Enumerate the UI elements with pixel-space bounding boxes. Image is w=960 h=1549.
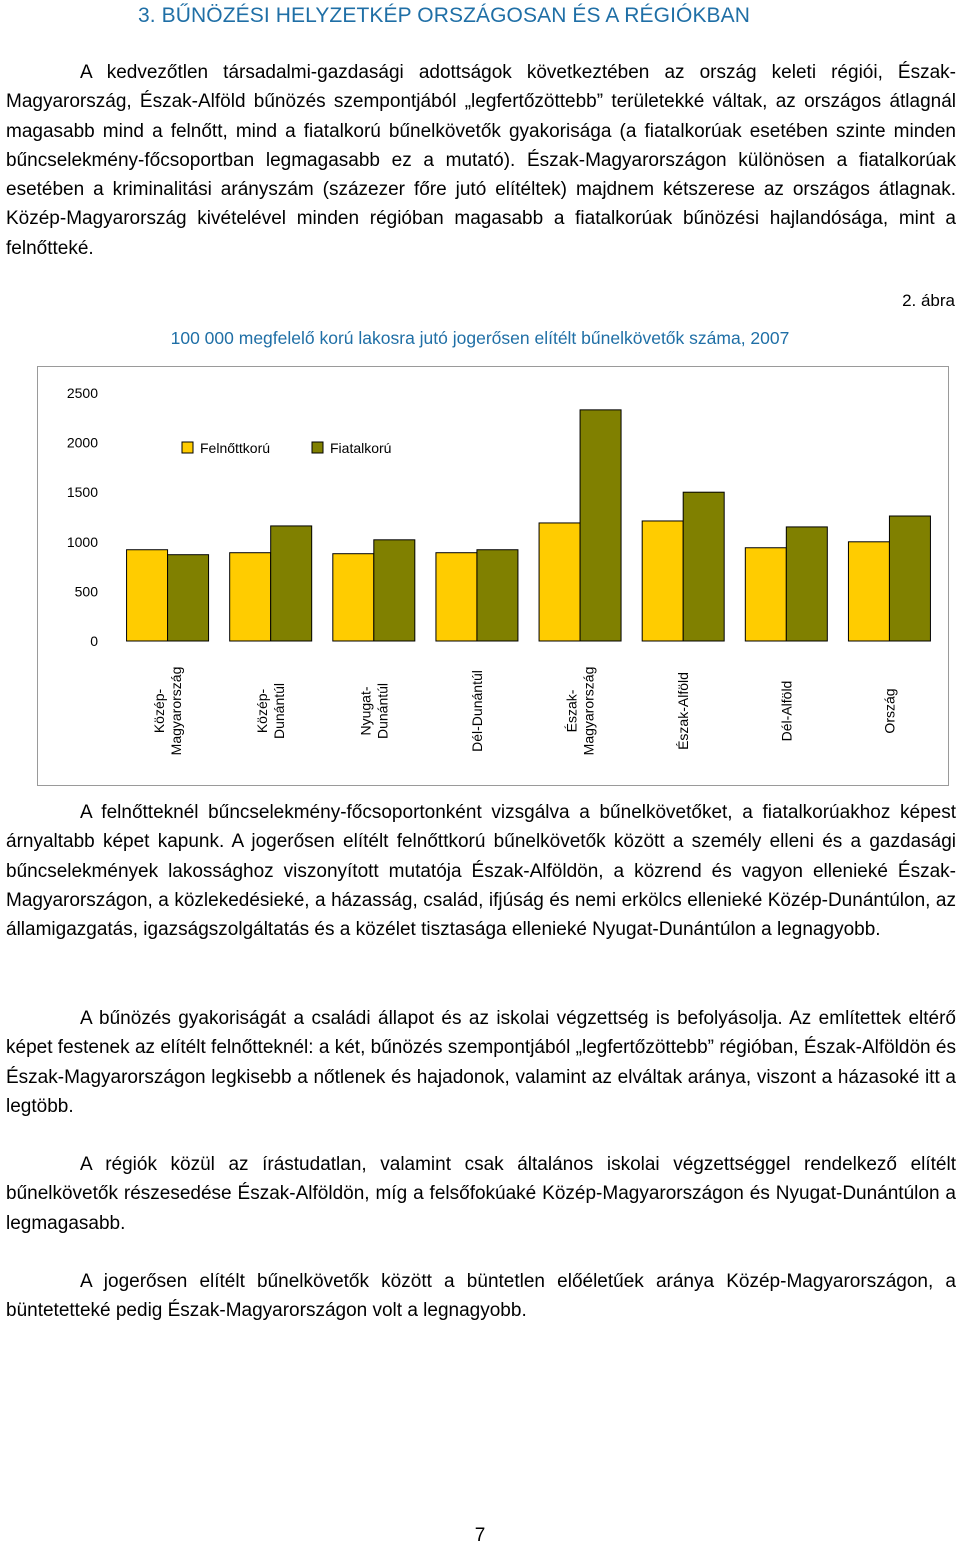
category-label — [151, 667, 184, 756]
bar-juvenile — [477, 550, 518, 641]
category-label-line: Dél-Dunántúl — [468, 670, 485, 752]
bar-juvenile — [374, 540, 415, 641]
y-tick-label: 500 — [74, 583, 98, 600]
legend-swatch — [182, 442, 193, 453]
legend-label: Felnőttkorú — [200, 440, 271, 456]
bar-adult — [436, 553, 477, 641]
category-label-line: Közép- — [254, 688, 271, 734]
y-tick-label: 0 — [90, 633, 98, 649]
category-label-line: Dunántúl — [271, 682, 288, 740]
legend-swatch — [312, 442, 323, 453]
bar-juvenile — [786, 527, 827, 641]
section-heading: 3. BŰNÖZÉSI HELYZETKÉP ORSZÁGOSAN ÉS A RÉGIÓKBAN — [138, 4, 751, 27]
figure-label: 2. ábra — [902, 291, 955, 310]
page-number: 7 — [474, 1525, 486, 1546]
category-label-line: Dél-Alföld — [778, 680, 795, 742]
paragraph-family-status: A bűnözés gyakoriságát a családi állapot és az iskolai végzettség is befolyásolja. Az említettek eltérő képet festenek az elítélt felnőtteknél: a két, bűnözés szempontjából „legfertőzöttebb” régióban, Észak-Alföldön és Észak-Magyarországon legkisebb a nőtlenek és hajadonok, valamint az elváltak aránya, viszont a házasoké itt a legtöbb. — [6, 1008, 956, 1117]
category-label — [254, 683, 287, 739]
category-label-line: Észak- — [563, 689, 580, 733]
bar-adult — [642, 521, 683, 641]
category-label-line: Magyarország — [168, 666, 185, 756]
bar-adult — [848, 542, 889, 641]
paragraph-prior-record: A jogerősen elítélt bűnelkövetők között a büntetlen előéletűek aránya Közép-Magyarországon, a büntetetteké pedig Észak-Magyarországon volt a legnagyobb. — [6, 1271, 956, 1322]
category-label-line: Észak-Alföld — [675, 672, 692, 750]
category-label — [564, 667, 597, 756]
legend-label: Fiatalkorú — [330, 440, 392, 456]
paragraph-intro: A kedvezőtlen társadalmi-gazdasági adottságok következtében az ország keleti régiói, Észak-Magyarország, Észak-Alföld bűnözés szempontjából „legfertőzöttebb” területekké váltak, az országos átlagnál magasabb mind a felnőtt, mind a fiatalkorú bűnelkövetők gyakorisága (a fiatalkorúak esetében szinte minden bűncselekmény-főcsoportban legmagasabb ez a mutató). Észak-Magyarországon különösen a fiatalkorúak esetében a kriminalitási arányszám (százezer főre jutó elítéltek) majdnem kétszerese az országos átlagnak. Közép-Magyarország kivételével minden régióban magasabb a fiatalkorúak bűnözési hajlandósága, mint a felnőtteké. — [6, 62, 956, 259]
bar-juvenile — [271, 526, 312, 641]
category-label — [675, 672, 691, 750]
y-tick-label: 1500 — [66, 484, 98, 501]
category-label-line: Közép- — [151, 688, 168, 734]
bar-adult — [539, 523, 580, 641]
bar-juvenile — [889, 516, 930, 641]
category-label — [469, 670, 485, 752]
bar-adult — [230, 553, 271, 641]
bar-chart — [37, 366, 949, 786]
y-tick-label: 1000 — [66, 533, 98, 550]
bar-adult — [745, 548, 786, 641]
category-label-line: Magyarország — [580, 666, 597, 756]
category-label-line: Ország — [881, 688, 898, 734]
chart-title: 100 000 megfelelő korú lakosra jutó jogerősen elítélt bűnelkövetők száma, 2007 — [170, 328, 790, 348]
y-tick-label: 2500 — [66, 385, 98, 401]
paragraph-adults: A felnőtteknél bűncselekmény-főcsoportonként vizsgálva a bűnelkövetőket, a fiatalkorúakhoz képest árnyaltabb képet kapunk. A jogerősen elítélt felnőttkorú bűnelkövetők között a személy elleni és a gazdasági bűncselekmények lakossághoz viszonyított mutatója Észak-Alföldön, a közrend és vagyon ellenieké Észak-Magyarországon, a közlekedésieké, a házasság, család, ifjúság és nemi erkölcs ellenieké Közép-Dunántúlon, az államigazgatás, igazságszolgáltatás és a közélet tisztasága ellenieké Nyugat-Dunántúlon a legnagyobb. — [6, 802, 956, 941]
category-label — [881, 688, 897, 733]
category-label — [778, 681, 794, 742]
category-label — [357, 683, 390, 739]
bar-juvenile — [683, 492, 724, 641]
bar-adult — [127, 550, 168, 641]
y-tick-label: 2000 — [66, 434, 98, 451]
bar-juvenile — [580, 410, 621, 641]
bar-adult — [333, 554, 374, 641]
category-label-line: Dunántúl — [374, 682, 391, 740]
bar-juvenile — [168, 555, 209, 641]
category-label-line: Nyugat- — [357, 686, 374, 736]
paragraph-education: A régiók közül az írástudatlan, valamint csak általános iskolai végzettséggel rendelkező elítélt bűnelkövetők részesedése Észak-Alföldön, míg a felsőfokúaké Közép-Magyarországon és Nyugat-Dunántúlon a legmagasabb. — [6, 1154, 956, 1234]
